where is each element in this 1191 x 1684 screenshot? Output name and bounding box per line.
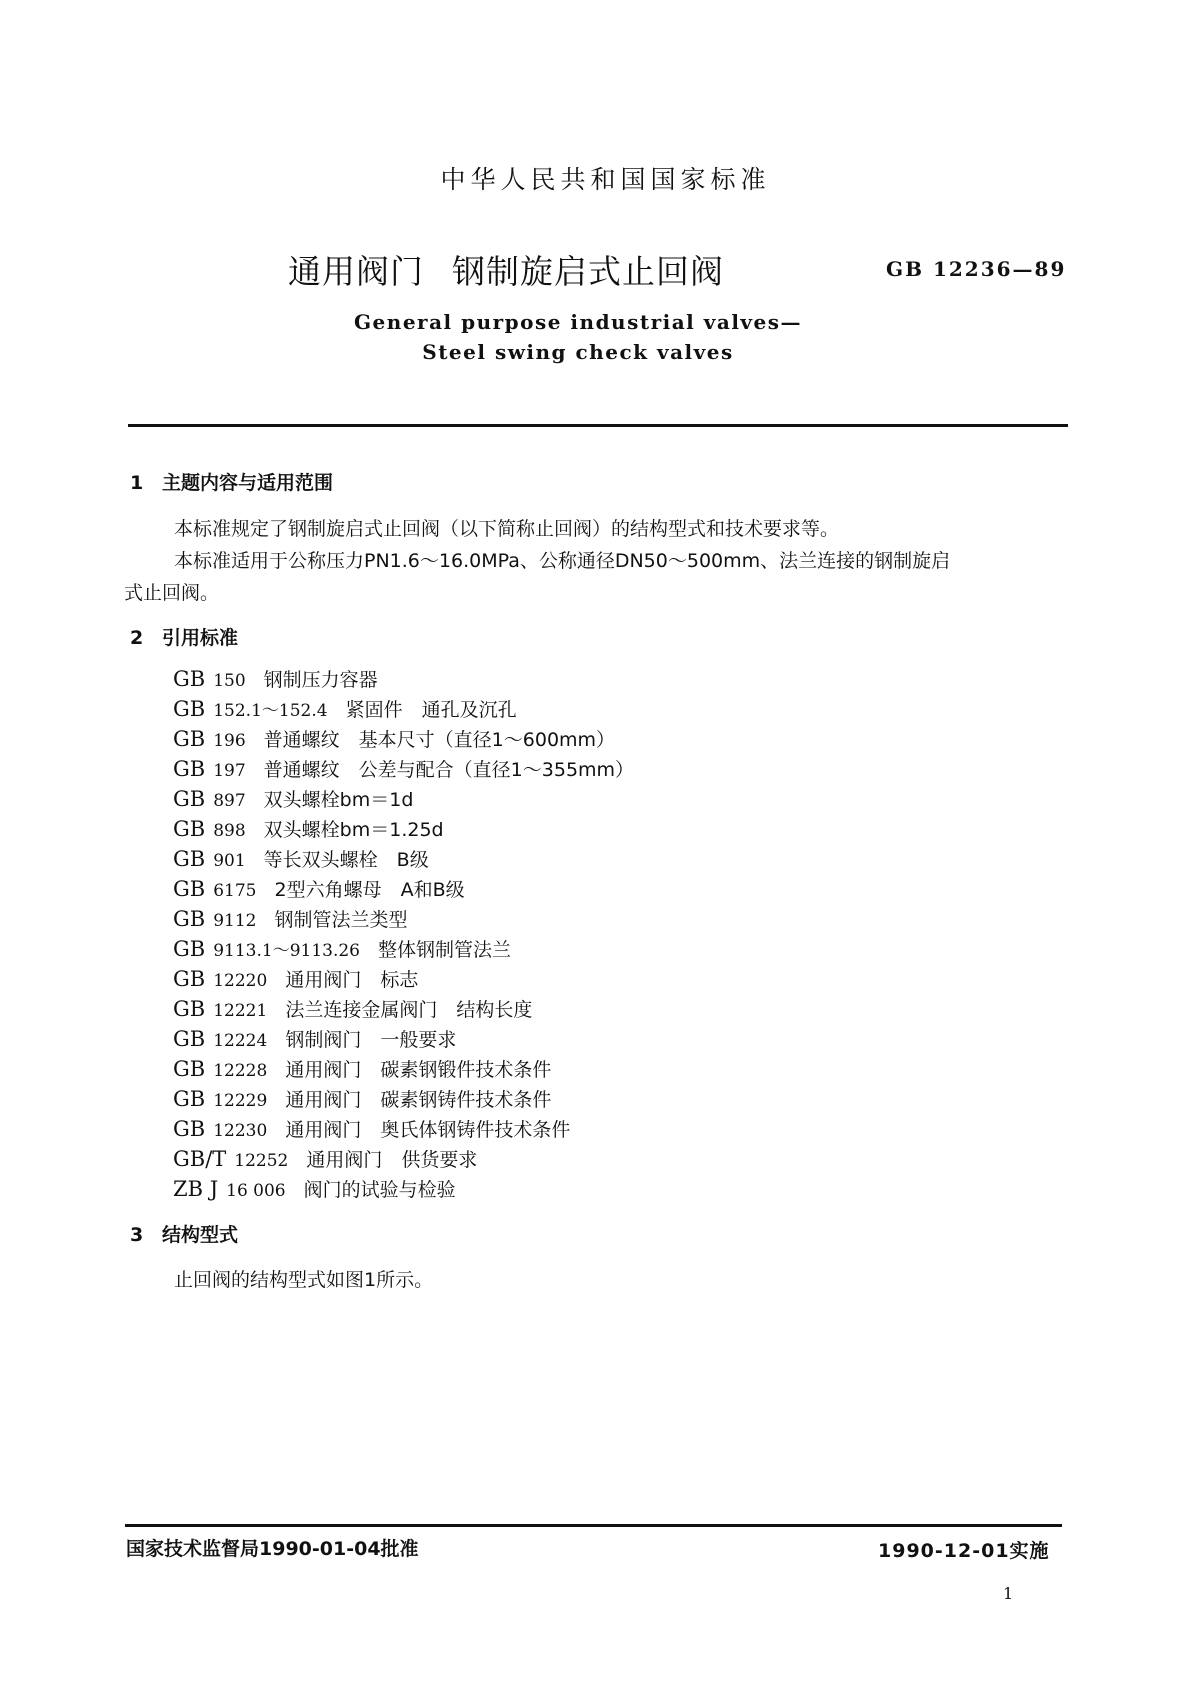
reference-title: 整体钢制管法兰 (378, 939, 512, 961)
reference-number: 196 (213, 731, 246, 751)
footer-divider (125, 1524, 1062, 1527)
reference-code: GB (173, 1057, 206, 1081)
reference-code: ZB J (173, 1177, 219, 1201)
standard-code: GB 12236—89 (886, 257, 1067, 281)
section-number: 3 (130, 1224, 144, 1246)
implementation-date: 1990-12-01实施 (878, 1540, 1050, 1562)
reference-title: 通用阀门 碳素钢铸件技术条件 (285, 1089, 552, 1111)
reference-code: GB (173, 1087, 206, 1111)
reference-title: 钢制管法兰类型 (274, 909, 408, 931)
reference-number: 898 (213, 821, 246, 841)
document-title-cn (288, 246, 724, 293)
reference-code: GB (173, 967, 206, 991)
reference-item (173, 785, 413, 812)
reference-title: 通用阀门 供货要求 (306, 1149, 478, 1171)
reference-item (173, 845, 429, 872)
reference-item (173, 1025, 456, 1052)
reference-number: 9112 (213, 911, 257, 931)
section-title: 引用标准 (162, 627, 239, 649)
reference-number: 12224 (213, 1031, 268, 1051)
section-3-heading (130, 1220, 238, 1247)
document-title-en-line1: General purpose industrial valves— (353, 310, 803, 334)
reference-number: 16 006 (226, 1181, 286, 1201)
reference-title: 双头螺栓bm＝1d (263, 789, 414, 811)
reference-number: 12252 (234, 1151, 289, 1171)
reference-title: 通用阀门 奥氏体钢铸件技术条件 (285, 1119, 571, 1141)
reference-code: GB (173, 817, 206, 841)
section-1-paragraph-1: 本标准规定了钢制旋启式止回阀（以下简称止回阀）的结构型式和技术要求等。 (174, 518, 840, 540)
reference-number: 152.1～152.4 (213, 701, 328, 721)
reference-code: GB (173, 1027, 206, 1051)
page-number: 1 (1003, 1584, 1014, 1603)
reference-code: GB (173, 757, 206, 781)
section-2-heading (130, 623, 238, 650)
reference-title: 2型六角螺母 A和B级 (274, 879, 465, 901)
section-1-heading (130, 468, 333, 495)
title-cn-part1: 通用阀门 (288, 252, 424, 291)
reference-item (173, 935, 511, 962)
reference-code: GB (173, 877, 206, 901)
reference-item (173, 1115, 570, 1142)
reference-title: 等长双头螺栓 B级 (263, 849, 429, 871)
reference-code: GB (173, 1117, 206, 1141)
reference-item (173, 815, 444, 842)
reference-number: 12221 (213, 1001, 268, 1021)
section-1-paragraph-2: 本标准适用于公称压力PN1.6～16.0MPa、公称通径DN50～500mm、法兰连接的钢制旋启 (174, 550, 951, 572)
reference-title: 双头螺栓bm＝1.25d (263, 819, 444, 841)
reference-item (173, 1175, 456, 1202)
national-standard-label: 中华人民共和国国家标准 (440, 165, 771, 194)
reference-title: 法兰连接金属阀门 结构长度 (285, 999, 533, 1021)
reference-code: GB (173, 997, 206, 1021)
section-3-paragraph-1: 止回阀的结构型式如图1所示。 (174, 1269, 434, 1291)
reference-item (173, 725, 615, 752)
reference-number: 9113.1～9113.26 (213, 941, 361, 961)
reference-code: GB (173, 787, 206, 811)
reference-title: 紧固件 通孔及沉孔 (345, 699, 517, 721)
section-number: 1 (130, 472, 144, 494)
reference-code: GB (173, 667, 206, 691)
reference-title: 通用阀门 标志 (285, 969, 419, 991)
reference-number: 901 (213, 851, 246, 871)
reference-item (173, 905, 408, 932)
reference-code: GB (173, 847, 206, 871)
reference-number: 150 (213, 671, 246, 691)
reference-item (173, 755, 634, 782)
reference-item (173, 965, 418, 992)
reference-number: 12228 (213, 1061, 268, 1081)
reference-item (173, 1055, 551, 1082)
section-number: 2 (130, 627, 144, 649)
document-title-en-line2: Steel swing check valves (422, 340, 734, 364)
section-1-paragraph-2-continued: 式止回阀。 (124, 582, 220, 604)
reference-number: 6175 (213, 881, 257, 901)
reference-code: GB (173, 727, 206, 751)
reference-number: 197 (213, 761, 246, 781)
reference-number: 897 (213, 791, 246, 811)
header-divider (128, 424, 1068, 427)
reference-item (173, 1145, 477, 1172)
reference-code: GB/T (173, 1147, 227, 1171)
reference-item (173, 1085, 551, 1112)
reference-item (173, 695, 517, 722)
reference-code: GB (173, 697, 206, 721)
reference-title: 普通螺纹 基本尺寸（直径1～600mm） (263, 729, 616, 751)
reference-code: GB (173, 907, 206, 931)
section-title: 主题内容与适用范围 (162, 472, 334, 494)
reference-number: 12229 (213, 1091, 268, 1111)
reference-item (173, 995, 532, 1022)
section-title: 结构型式 (162, 1224, 239, 1246)
approval-date: 国家技术监督局1990-01-04批准 (126, 1538, 419, 1560)
reference-number: 12220 (213, 971, 268, 991)
reference-item (173, 875, 465, 902)
reference-title: 钢制阀门 一般要求 (285, 1029, 457, 1051)
title-cn-part2: 钢制旋启式止回阀 (452, 252, 724, 291)
reference-item (173, 665, 378, 692)
reference-code: GB (173, 937, 206, 961)
reference-title: 钢制压力容器 (263, 669, 378, 691)
reference-title: 通用阀门 碳素钢锻件技术条件 (285, 1059, 552, 1081)
reference-number: 12230 (213, 1121, 268, 1141)
reference-title: 普通螺纹 公差与配合（直径1～355mm） (263, 759, 635, 781)
reference-title: 阀门的试验与检验 (303, 1179, 456, 1201)
